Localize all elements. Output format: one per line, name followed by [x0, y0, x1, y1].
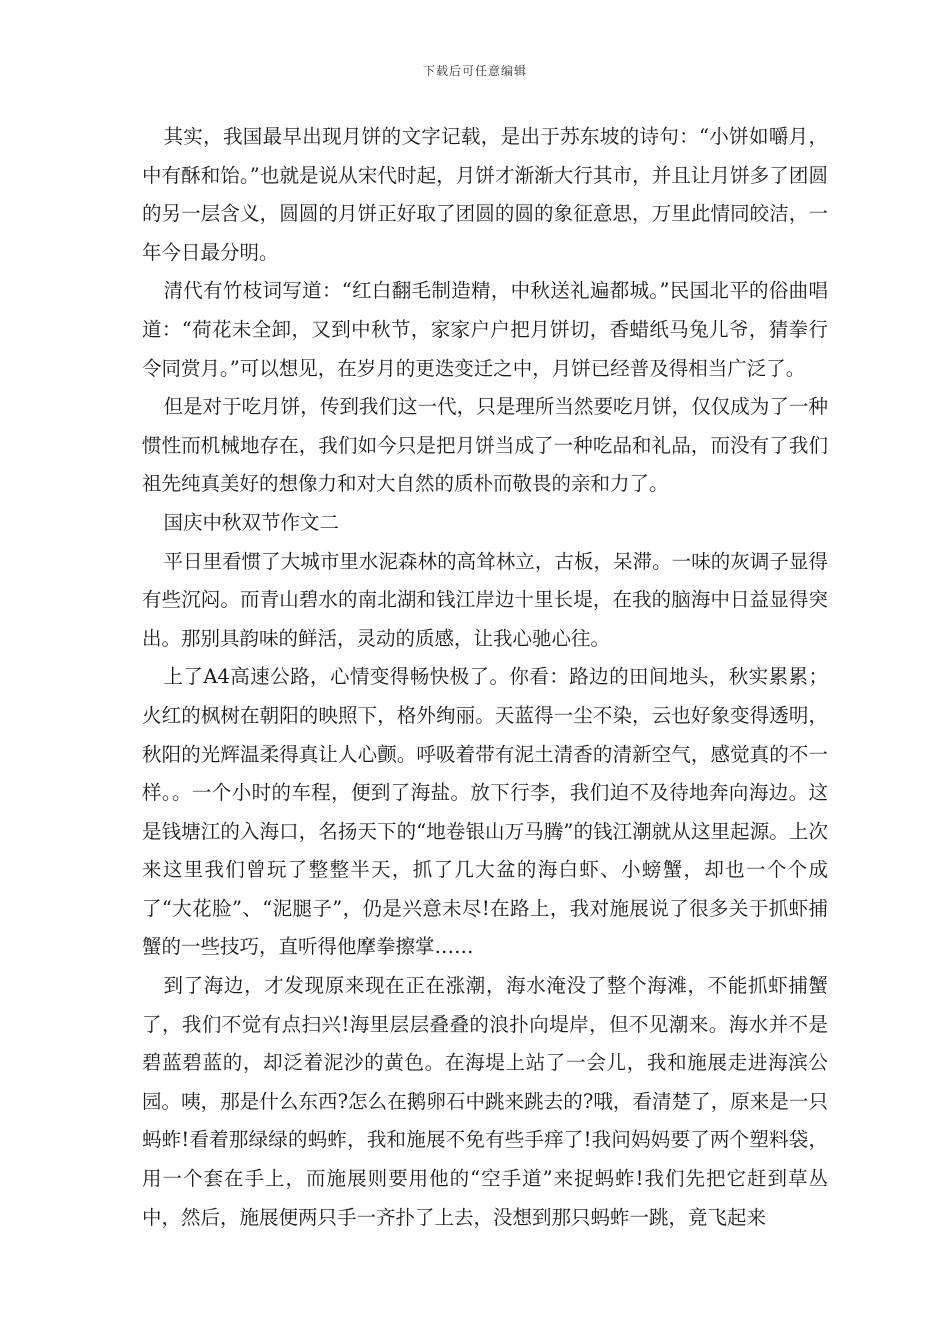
paragraph-3: 但是对于吃月饼，传到我们这一代，只是理所当然要吃月饼，仅仅成为了一种惯性而机械地存在，我们如今只是把月饼当成了一种吃品和礼品，而没有了我们祖先纯真美好的想像力和对大自然的质朴而敬畏的亲和力了。: [142, 395, 828, 496]
page-header: 下载后可任意编辑: [422, 64, 527, 78]
section-heading: 国庆中秋双节作文二: [163, 510, 339, 534]
paragraph-6: 到了海边，才发现原来现在正在涨潮，海水淹没了整个海滩，不能抓虾捕蟹了，我们不觉有点扫兴!海里层层叠叠的浪扑向堤岸，但不见潮来。海水并不是碧蓝碧蓝的，却泛着泥沙的黄色。在海堤上站了一会儿，我和施展走进海滨公园。咦，那是什么东西?怎么在鹅卵石中跳来跳去的?哦，看清楚了，原来是一只蚂蚱!看着那绿绿的蚂蚱，我和施展不免有些手痒了!我问妈妈要了两个塑料袋，用一个套在手上，而施展则要用他的“空手道”来捉蚂蚱!我们先把它赶到草丛中，然后，施展便两只手一齐扑了上去，没想到那只蚂蚱一跳，竟飞起来: [142, 974, 828, 1229]
document-body: [142, 118, 828, 1237]
paragraph-5: 上了A4高速公路，心情变得畅快极了。你看：路边的田间地头，秋实累累；火红的枫树在朝阳的映照下，格外绚丽。天蓝得一尘不染，云也好象变得透明，秋阳的光辉温柔得真让人心颤。呼吸着带有泥土清香的清新空气，感觉真的不一样。。一个小时的车程，便到了海盐。放下行李，我们迫不及待地奔向海边。这是钱塘江的入海口，名扬天下的“地卷银山万马腾”的钱江潮就从这里起源。上次来这里我们曾玩了整整半天，抓了几大盆的海白虾、小螃蟹，却也一个个成了“大花脸”、“泥腿子”，仍是兴意未尽!在路上，我对施展说了很多关于抓虾捕蟹的一些技巧，直听得他摩拳擦掌……: [142, 665, 828, 959]
paragraph-2: 清代有竹枝词写道：“红白翻毛制造精，中秋送礼遍都城。”民国北平的俗曲唱道：“荷花未全卸，又到中秋节，家家户户把月饼切，香蜡纸马兔儿爷，猜拳行令同赏月。”可以想见，在岁月的更迭变迁之中，月饼已经普及得相当广泛了。: [142, 279, 828, 380]
paragraph-1: 其实，我国最早出现月饼的文字记载，是出于苏东坡的诗句：“小饼如嚼月，中有酥和饴。”也就是说从宋代时起，月饼才渐渐大行其市，并且让月饼多了团圆的另一层含义，圆圆的月饼正好取了团圆的圆的象征意思，万里此情同皎洁，一年今日最分明。: [142, 125, 828, 264]
paragraph-4: 平日里看惯了大城市里水泥森林的高耸林立，古板，呆滞。一味的灰调子显得有些沉闷。而青山碧水的南北湖和钱江岸边十里长堤，在我的脑海中日益显得突出。那别具韵味的鲜活，灵动的质感，让我心驰心往。: [142, 549, 828, 650]
